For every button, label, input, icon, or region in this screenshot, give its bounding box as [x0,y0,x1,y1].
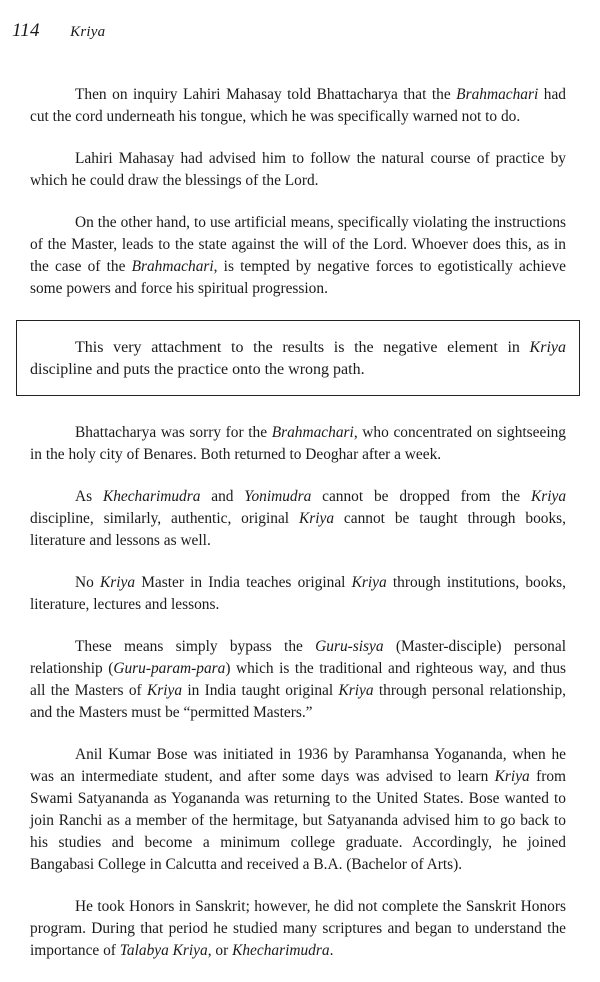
italic-term: Brahmachari [271,424,354,441]
paragraph: No Kriya Master in India teaches original Kriya through institutions, books, literature, lectures and lessons. [30,574,566,613]
boxed-callout [16,320,580,396]
italic-term: Kriya [530,488,567,505]
italic-term: Guru-param-para [113,660,226,677]
italic-term: Brahmachari [131,258,214,275]
italic-term: Kriya [494,768,530,785]
callout-text: This very attachment to the results is the negative element in Kriya discipline and puts the practice onto the wrong path. [30,339,566,378]
paragraph: As Khecharimudra and Yonimudra cannot be dropped from the Kriya discipline, similarly, authentic, original Kriya cannot be taught through books, literature and lessons as well. [30,488,567,549]
italic-term: Kriya [338,682,374,699]
paragraph: Lahiri Mahasay had advised him to follow the natural course of practice by which he could draw the blessings of the Lord. [30,150,566,189]
running-title: Kriya [70,24,106,40]
paragraph: Anil Kumar Bose was initiated in 1936 by Paramhansa Yogananda, when he was an intermediate student, and after some days was advised to learn Kriya from Swami Satyananda as Yogananda was returning to the United States. Bose wanted to join Ranchi as a member of the hermitage, but Satyananda advised him to go back to his studies and become a minimum college graduate. Accordingly, he joined Bangabasi College in Calcutta and received a B.A. (Bachelor of Arts). [30,746,567,873]
page-number: 114 [12,20,40,41]
italic-term: Kriya [100,574,136,591]
paragraph: On the other hand, to use artificial means, specifically violating the instructions of the Master, leads to the state against the will of the Lord. Whoever does this, as in the case of the Brahmachari, is tempted by negative forces to egotistically achieve some powers and force his spiritual progression. [30,214,566,297]
paragraph: These means simply bypass the Guru-sisya (Master-disciple) personal relationship (Guru-param-para) which is the traditional and righteous way, and thus all the Masters of Kriya in India taught original Kriya through personal relationship, and the Masters must be “permitted Masters.” [30,638,567,721]
italic-term: Kriya [298,510,335,527]
page-body [30,84,566,982]
paragraph: Bhattacharya was sorry for the Brahmachari, who concentrated on sightseeing in the holy city of Benares. Both returned to Deoghar after a week. [30,424,566,463]
italic-term: Kriya [529,339,566,356]
italic-term: Khecharimudra [102,488,201,505]
paragraph: Then on inquiry Lahiri Mahasay told Bhattacharya that the Brahmachari had cut the cord underneath his tongue, which he was specifically warned not to do. [30,86,566,125]
running-head [12,20,105,42]
paragraph: He took Honors in Sanskrit; however, he did not complete the Sanskrit Honors program. During that period he studied many scriptures and began to understand the importance of Talabya Kriya, or Khecharimudra. [30,898,566,959]
italic-term: Kriya [351,574,387,591]
italic-term: Yonimudra [244,488,312,505]
italic-term: Khecharimudra [232,942,330,959]
italic-term: Brahmachari [456,86,539,103]
italic-term: Guru-sisya [315,638,384,655]
italic-term: Talabya Kriya [119,942,208,959]
italic-term: Kriya [146,682,183,699]
